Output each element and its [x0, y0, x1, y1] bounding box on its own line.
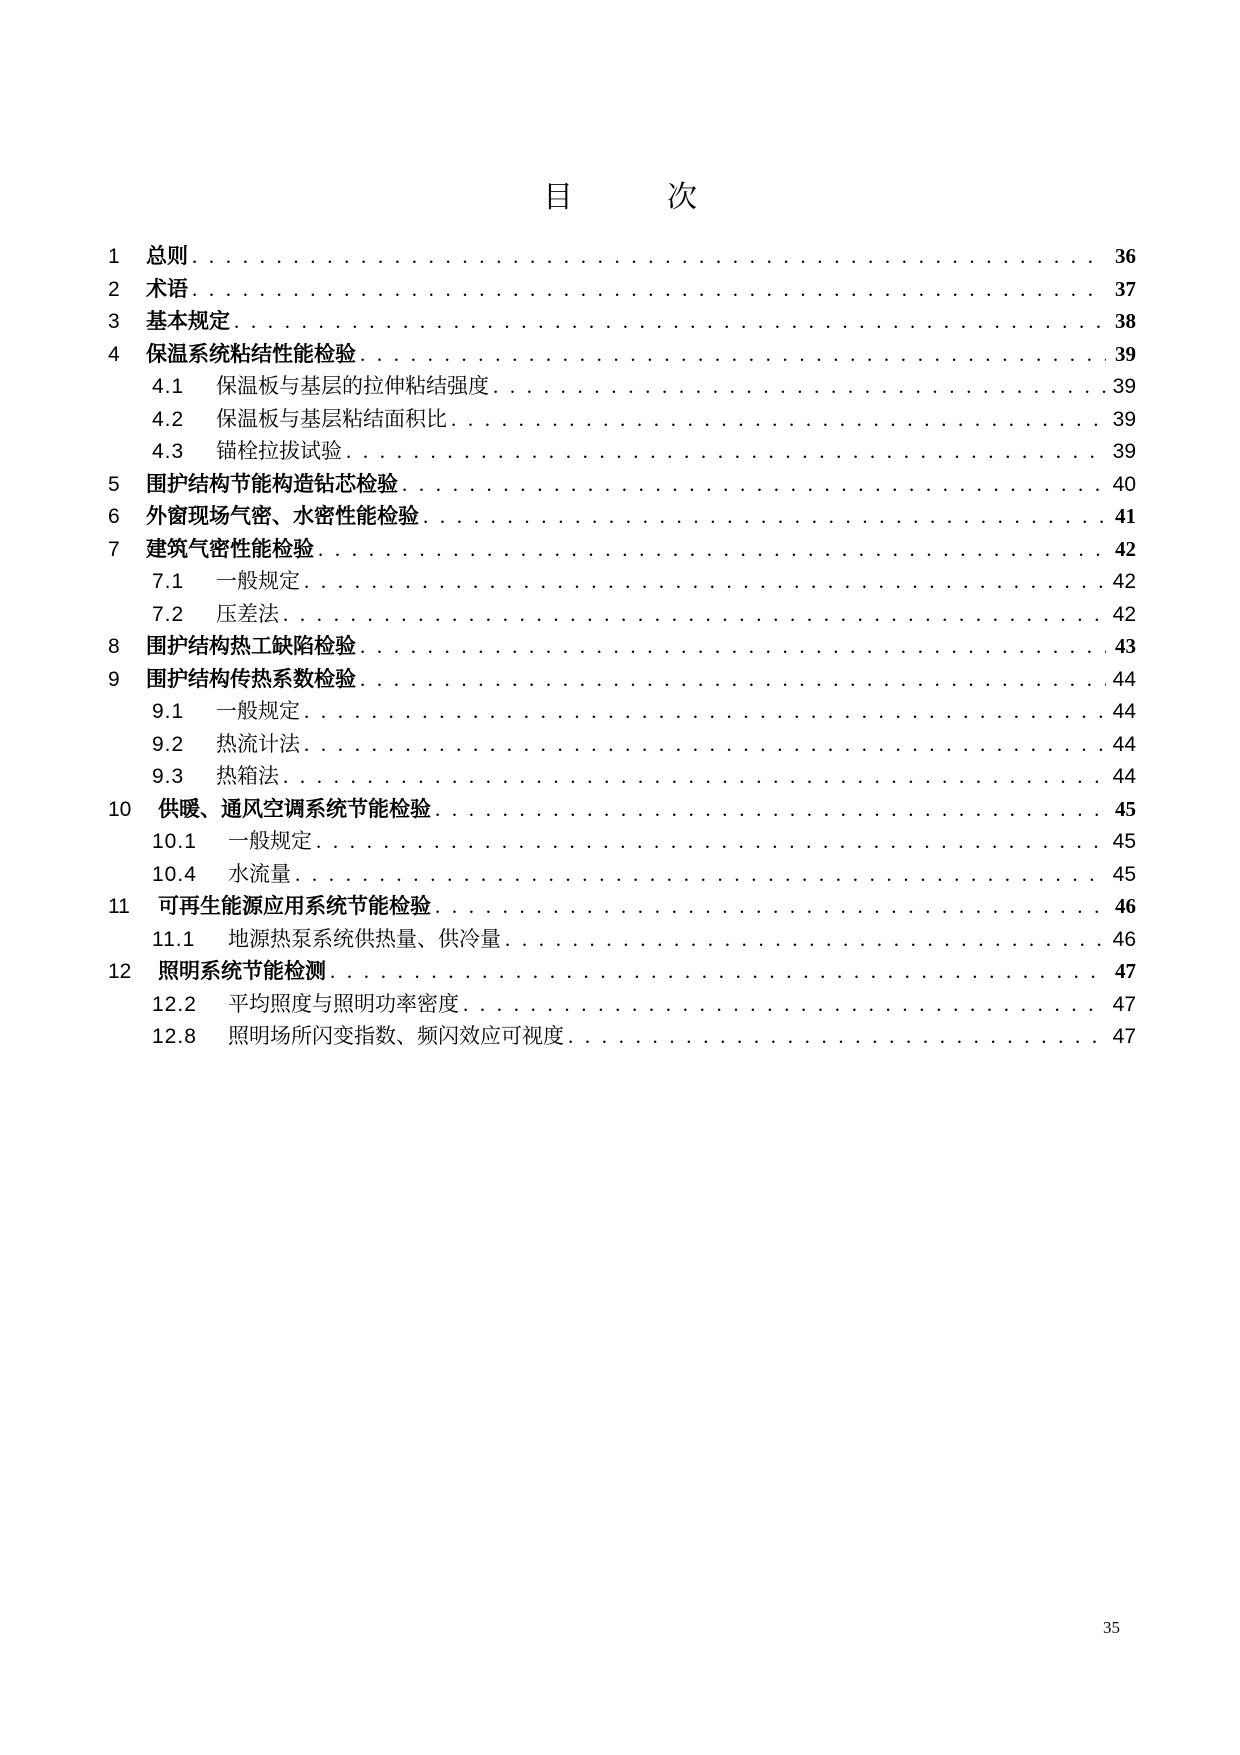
toc-section-entry[interactable]	[108, 695, 1136, 728]
toc-section-entry[interactable]	[108, 858, 1136, 891]
toc-entry-title: 一般规定	[228, 829, 312, 853]
toc-entry-page: 37	[1115, 276, 1136, 301]
toc-dot-leader	[360, 338, 1106, 371]
toc-chapter-entry[interactable]	[108, 955, 1136, 988]
toc-dot-leader	[192, 240, 1106, 273]
toc-entry-page: 45	[1112, 862, 1136, 886]
table-of-contents	[108, 240, 1136, 1053]
toc-entry-page: 39	[1115, 341, 1136, 366]
toc-dot-leader	[435, 793, 1106, 826]
toc-entry-page: 44	[1112, 700, 1136, 723]
toc-dot-leader	[234, 305, 1106, 338]
toc-entry-page: 46	[1112, 927, 1136, 951]
toc-entry-title: 照明系统节能检测	[158, 959, 326, 983]
toc-dot-leader	[360, 630, 1106, 663]
toc-dot-leader	[493, 370, 1106, 403]
toc-entry-number: 4.3	[152, 440, 185, 463]
toc-entry-number: 4.2	[152, 407, 185, 431]
toc-section-entry[interactable]	[108, 598, 1136, 631]
toc-entry-number: 5	[108, 472, 120, 496]
toc-entry-title: 围护结构传热系数检验	[146, 666, 356, 691]
toc-dot-leader	[283, 760, 1106, 793]
toc-entry-page: 45	[1115, 796, 1136, 821]
toc-chapter-entry[interactable]	[108, 630, 1136, 663]
toc-entry-number: 12	[108, 960, 132, 983]
toc-entry-page: 38	[1115, 309, 1136, 333]
toc-entry-page: 42	[1112, 570, 1136, 593]
page-number: 35	[1103, 1618, 1120, 1637]
toc-chapter-entry[interactable]	[108, 500, 1136, 533]
toc-entry-number: 6	[108, 505, 120, 528]
toc-dot-leader	[283, 598, 1106, 631]
toc-entry-page: 43	[1115, 634, 1136, 658]
toc-entry-title: 围护结构节能构造钻芯检验	[146, 471, 398, 496]
toc-entry-number: 7.1	[152, 570, 185, 593]
toc-entry-number: 2	[108, 277, 120, 301]
toc-entry-page: 47	[1112, 992, 1136, 1016]
toc-entry-number: 1	[108, 245, 120, 268]
toc-entry-title: 地源热泵系统供热量、供冷量	[228, 926, 501, 951]
toc-dot-leader	[402, 468, 1106, 501]
toc-entry-title: 术语	[146, 276, 188, 301]
toc-entry-page: 39	[1112, 375, 1136, 398]
toc-entry-page: 41	[1115, 504, 1136, 528]
toc-chapter-entry[interactable]	[108, 890, 1136, 923]
toc-chapter-entry[interactable]	[108, 305, 1136, 338]
toc-dot-leader	[304, 565, 1106, 598]
toc-dot-leader	[360, 663, 1106, 696]
toc-entry-title: 供暖、通风空调系统节能检验	[158, 796, 431, 821]
toc-entry-page: 36	[1115, 244, 1136, 268]
toc-entry-number: 7.2	[152, 602, 185, 626]
toc-dot-leader	[304, 695, 1106, 728]
toc-entry-number: 12.2	[152, 992, 197, 1016]
toc-entry-page: 44	[1112, 667, 1136, 691]
toc-chapter-entry[interactable]	[108, 338, 1136, 371]
toc-dot-leader	[505, 923, 1106, 956]
toc-entry-title: 热箱法	[216, 764, 279, 788]
toc-entry-number: 11	[108, 895, 130, 918]
toc-entry-number: 4.1	[152, 375, 185, 398]
toc-dot-leader	[568, 1020, 1106, 1053]
toc-entry-title: 外窗现场气密、水密性能检验	[146, 504, 419, 528]
toc-section-entry[interactable]	[108, 825, 1136, 858]
toc-entry-number: 9.1	[152, 700, 185, 723]
toc-dot-leader	[423, 500, 1106, 533]
toc-entry-page: 44	[1112, 732, 1136, 756]
toc-entry-number: 7	[108, 537, 120, 561]
toc-dot-leader	[318, 533, 1106, 566]
toc-dot-leader	[316, 825, 1106, 858]
toc-section-entry[interactable]	[108, 435, 1136, 468]
toc-entry-title: 锚栓拉拔试验	[216, 439, 342, 463]
toc-section-entry[interactable]	[108, 1020, 1136, 1053]
toc-chapter-entry[interactable]	[108, 663, 1136, 696]
toc-chapter-entry[interactable]	[108, 793, 1136, 826]
toc-chapter-entry[interactable]	[108, 468, 1136, 501]
toc-entry-title: 热流计法	[216, 731, 300, 756]
toc-entry-number: 10	[108, 797, 132, 821]
toc-entry-title: 压差法	[216, 601, 279, 626]
toc-section-entry[interactable]	[108, 923, 1136, 956]
toc-entry-number: 8	[108, 635, 120, 658]
toc-entry-title: 总则	[146, 244, 188, 268]
toc-section-entry[interactable]	[108, 565, 1136, 598]
toc-entry-page: 40	[1112, 472, 1136, 496]
toc-entry-page: 45	[1112, 830, 1136, 853]
toc-dot-leader	[435, 890, 1106, 923]
toc-dot-leader	[451, 403, 1106, 436]
toc-entry-title: 保温系统粘结性能检验	[146, 341, 356, 366]
toc-entry-number: 3	[108, 310, 120, 333]
toc-section-entry[interactable]	[108, 370, 1136, 403]
toc-entry-title: 水流量	[228, 861, 291, 886]
toc-entry-page: 39	[1112, 407, 1136, 431]
toc-entry-number: 9.3	[152, 765, 185, 788]
toc-entry-title: 照明场所闪变指数、频闪效应可视度	[228, 1024, 564, 1048]
toc-dot-leader	[346, 435, 1106, 468]
toc-entry-number: 11.1	[152, 927, 196, 951]
toc-entry-page: 44	[1112, 765, 1136, 788]
toc-chapter-entry[interactable]	[108, 240, 1136, 273]
toc-entry-number: 4	[108, 342, 120, 366]
toc-chapter-entry[interactable]	[108, 533, 1136, 566]
toc-entry-title: 围护结构热工缺陷检验	[146, 634, 356, 658]
toc-dot-leader	[295, 858, 1106, 891]
toc-entry-page: 46	[1115, 894, 1136, 918]
toc-entry-number: 10.1	[152, 830, 197, 853]
toc-entry-title: 基本规定	[146, 309, 230, 333]
toc-entry-number: 10.4	[152, 862, 197, 886]
toc-dot-leader	[192, 273, 1106, 306]
toc-entry-title: 保温板与基层的拉伸粘结强度	[216, 374, 489, 398]
toc-entry-page: 39	[1112, 440, 1136, 463]
toc-entry-title: 建筑气密性能检验	[146, 536, 314, 561]
toc-section-entry[interactable]	[108, 728, 1136, 761]
page-title: 目 次	[543, 180, 729, 215]
toc-dot-leader	[304, 728, 1106, 761]
toc-entry-title: 一般规定	[216, 569, 300, 593]
toc-section-entry[interactable]	[108, 988, 1136, 1021]
toc-entry-page: 42	[1112, 602, 1136, 626]
toc-entry-title: 一般规定	[216, 699, 300, 723]
toc-dot-leader	[330, 955, 1106, 988]
toc-entry-page: 47	[1115, 959, 1136, 983]
toc-dot-leader	[463, 988, 1106, 1021]
toc-entry-title: 保温板与基层粘结面积比	[216, 406, 447, 431]
toc-entry-number: 12.8	[152, 1025, 197, 1048]
toc-entry-page: 47	[1112, 1025, 1136, 1048]
toc-entry-number: 9.2	[152, 732, 185, 756]
toc-entry-title: 可再生能源应用系统节能检验	[158, 894, 431, 918]
toc-entry-number: 9	[108, 667, 120, 691]
toc-entry-title: 平均照度与照明功率密度	[228, 991, 459, 1016]
toc-section-entry[interactable]	[108, 403, 1136, 436]
toc-chapter-entry[interactable]	[108, 273, 1136, 306]
toc-entry-page: 42	[1115, 536, 1136, 561]
toc-section-entry[interactable]	[108, 760, 1136, 793]
